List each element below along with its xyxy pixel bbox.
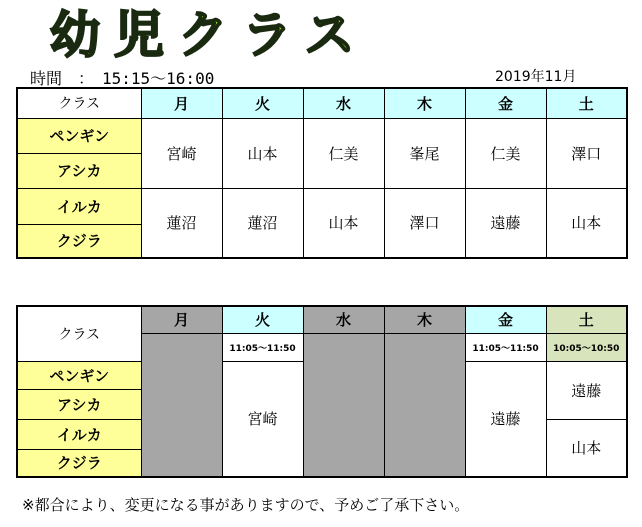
class-penguin: ペンギン (17, 361, 141, 389)
teacher-cell: 蓮沼 (141, 188, 222, 258)
teacher-cell: 山本 (303, 188, 384, 258)
class-whale: クジラ (17, 449, 141, 477)
class-header: クラス (17, 88, 141, 118)
teacher-tue: 宮崎 (222, 361, 303, 477)
class-penguin: ペンギン (17, 118, 141, 153)
day-header-fri: 金 (465, 88, 546, 118)
day-header-tue: 火 (222, 88, 303, 118)
class-dolphin: イルカ (17, 419, 141, 449)
teacher-cell: 蓮沼 (222, 188, 303, 258)
teacher-cell: 山本 (546, 188, 627, 258)
day-header-fri: 金 (465, 306, 546, 333)
page-title-text: 幼児クラス (50, 6, 369, 60)
teacher-cell: 峯尾 (384, 118, 465, 188)
day-header-sat: 土 (546, 88, 627, 118)
day-header-mon: 月 (141, 306, 222, 333)
teacher-cell: 遠藤 (465, 188, 546, 258)
class-header: クラス (17, 306, 141, 361)
teacher-sat-1: 遠藤 (546, 361, 627, 419)
day-header-tue: 火 (222, 306, 303, 333)
teacher-fri: 遠藤 (465, 361, 546, 477)
teacher-cell: 仁美 (465, 118, 546, 188)
notice-text: ※都合により、変更になる事がありますので、予めご了承下さい。 (22, 496, 470, 514)
teacher-cell: 澤口 (546, 118, 627, 188)
teacher-cell: 山本 (222, 118, 303, 188)
schedule-table-2 (16, 305, 628, 478)
class-dolphin: イルカ (17, 188, 141, 224)
day-header-wed: 水 (303, 306, 384, 333)
page-title (40, 2, 550, 60)
class-sealion: アシカ (17, 389, 141, 419)
day-header-thu: 木 (384, 88, 465, 118)
day-header-wed: 水 (303, 88, 384, 118)
day-header-sat: 土 (546, 306, 627, 333)
class-sealion: アシカ (17, 153, 141, 188)
closed-cell-wed (303, 333, 384, 477)
teacher-sat-2: 山本 (546, 419, 627, 477)
day-header-mon: 月 (141, 88, 222, 118)
time-tue: 11:05〜11:50 (222, 333, 303, 361)
time-fri: 11:05〜11:50 (465, 333, 546, 361)
date-label: 2019年11月 (495, 69, 577, 85)
time-sat: 10:05〜10:50 (546, 333, 627, 361)
closed-cell-mon (141, 333, 222, 477)
class-whale: クジラ (17, 224, 141, 258)
teacher-cell: 宮崎 (141, 118, 222, 188)
time-label: 時間 ： 15:15〜16:00 (30, 69, 215, 88)
teacher-cell: 澤口 (384, 188, 465, 258)
closed-cell-thu (384, 333, 465, 477)
day-header-thu: 木 (384, 306, 465, 333)
schedule-table-1 (16, 87, 628, 259)
teacher-cell: 仁美 (303, 118, 384, 188)
